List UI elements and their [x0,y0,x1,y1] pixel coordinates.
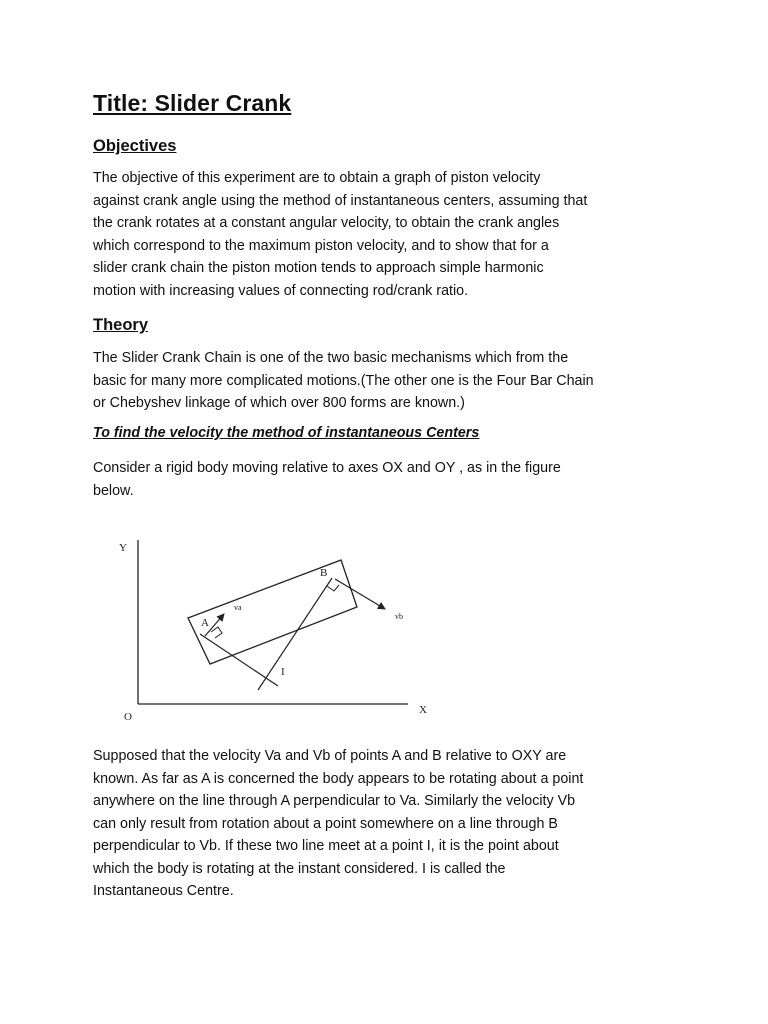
instantaneous-centre-label: I [281,666,285,678]
instantaneous-centre-diagram [108,530,438,730]
text-line: can only result from rotation about a point somewhere on a line through B [93,815,558,832]
text-line: known. As far as A is concerned the body appears to be rotating about a point [93,770,584,787]
point-a-label: A [201,617,209,629]
text-line: slider crank chain the piston motion tends to approach simple harmonic [93,260,544,276]
text-line: against crank angle using the method of instantaneous centers, assuming that [93,192,588,209]
velocity-b-arrow [335,579,385,609]
text-line: the crank rotates at a constant angular velocity, to obtain the crank angles [93,215,560,231]
objectives-heading: Objectives [93,137,177,155]
text-line: perpendicular to Vb. If these two line meet at a point I, it is the point about [93,838,559,854]
velocity-b-label: vb [395,612,403,621]
text-line: motion with increasing values of connecting rod/crank ratio. [93,282,469,299]
text-line: Supposed that the velocity Va and Vb of points A and B relative to OXY are [93,748,567,764]
origin-label: O [124,711,132,723]
text-line: Consider a rigid body moving relative to axes OX and OY , as in the figure [93,460,561,476]
text-line: which correspond to the maximum piston velocity, and to show that for a [93,237,549,254]
text-line: The Slider Crank Chain is one of the two basic mechanisms which from the [93,350,569,366]
text-line: or Chebyshev linkage of which over 800 forms are known.) [93,395,465,411]
theory-paragraph [93,347,653,415]
normal-line-b [258,578,332,690]
objectives-paragraph [93,167,653,302]
text-line: which the body is rotating at the instant considered. I is called the [93,860,506,877]
intro-paragraph [93,457,653,502]
rigid-body-rectangle [188,560,357,664]
explanation-paragraph [93,745,653,903]
text-line: The objective of this experiment are to obtain a graph of piston velocity [93,170,541,186]
text-line: Instantaneous Centre. [93,883,234,899]
text-line: anywhere on the line through A perpendicular to Va. Similarly the velocity Vb [93,793,576,809]
x-axis-label: X [419,704,427,716]
theory-heading: Theory [93,316,149,334]
y-axis-label: Y [119,542,127,554]
right-angle-mark-a [211,627,222,638]
text-line: basic for many more complicated motions.(The other one is the Four Bar Chain [93,372,594,389]
point-b-label: B [320,567,328,579]
velocity-a-label: va [234,603,242,612]
right-angle-mark-b [327,585,339,591]
page-title: Title: Slider Crank [93,90,292,116]
text-line: below. [93,482,134,499]
velocity-method-heading: To find the velocity the method of instantaneous Centers [93,425,480,441]
